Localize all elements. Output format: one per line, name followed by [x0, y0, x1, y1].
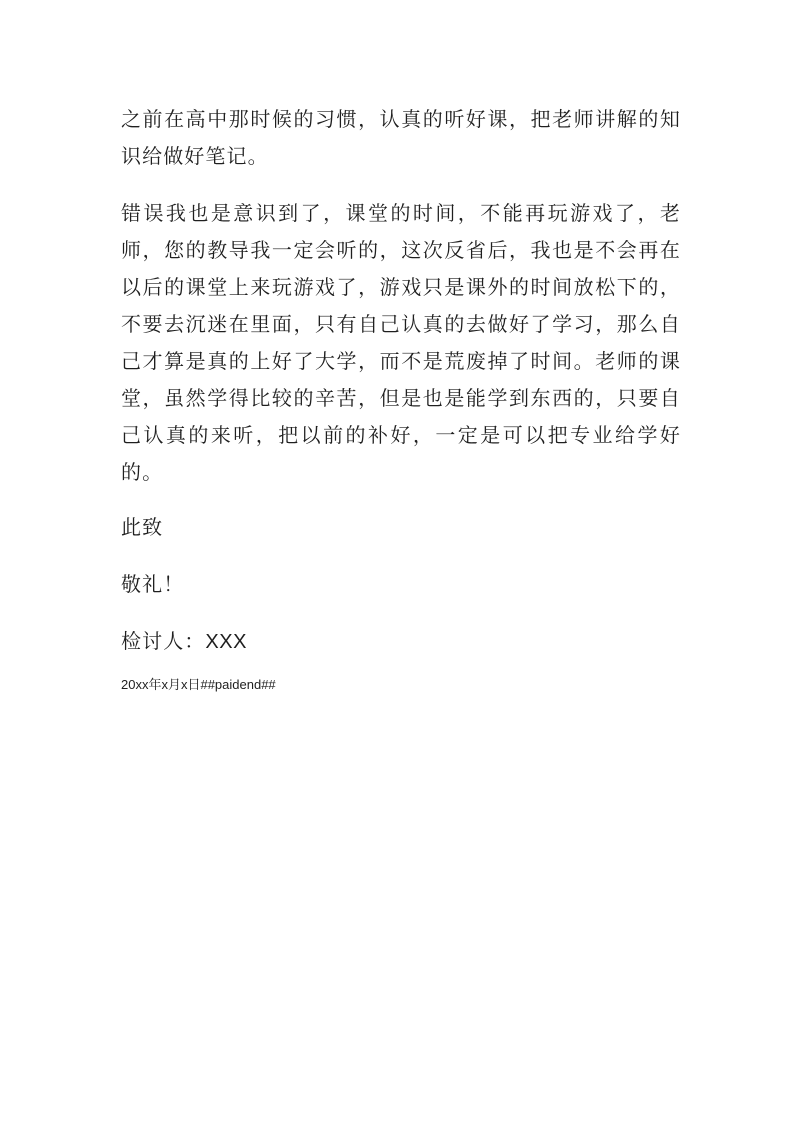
closing-salutation: 此致 [121, 515, 164, 539]
signer-line [121, 623, 681, 661]
signer-label: 检讨人： [121, 629, 206, 653]
date-line: 20xx年x月x日##paidend## [121, 677, 276, 692]
closing-regards: 敬礼！ [121, 572, 185, 596]
document-body [121, 101, 681, 695]
paragraph-1: 之前在高中那时候的习惯，认真的听好课，把老师讲解的知识给做好笔记。 [121, 107, 681, 168]
signer-name: XXX [205, 631, 247, 653]
paragraph-2: 错误我也是意识到了，课堂的时间，不能再玩游戏了，老师，您的教导我一定会听的，这次反省后，我也是不会再在以后的课堂上来玩游戏了，游戏只是课外的时间放松下的，不要去沉迷在里面，只有自己认真的去做好了学习，那么自己才算是真的上好了大学，而不是荒废掉了时间。老师的课堂，虽然学得比较的辛苦，但是也是能学到东西的，只要自己认真的来听，把以前的补好，一定是可以把专业给学好的。 [121, 201, 681, 484]
